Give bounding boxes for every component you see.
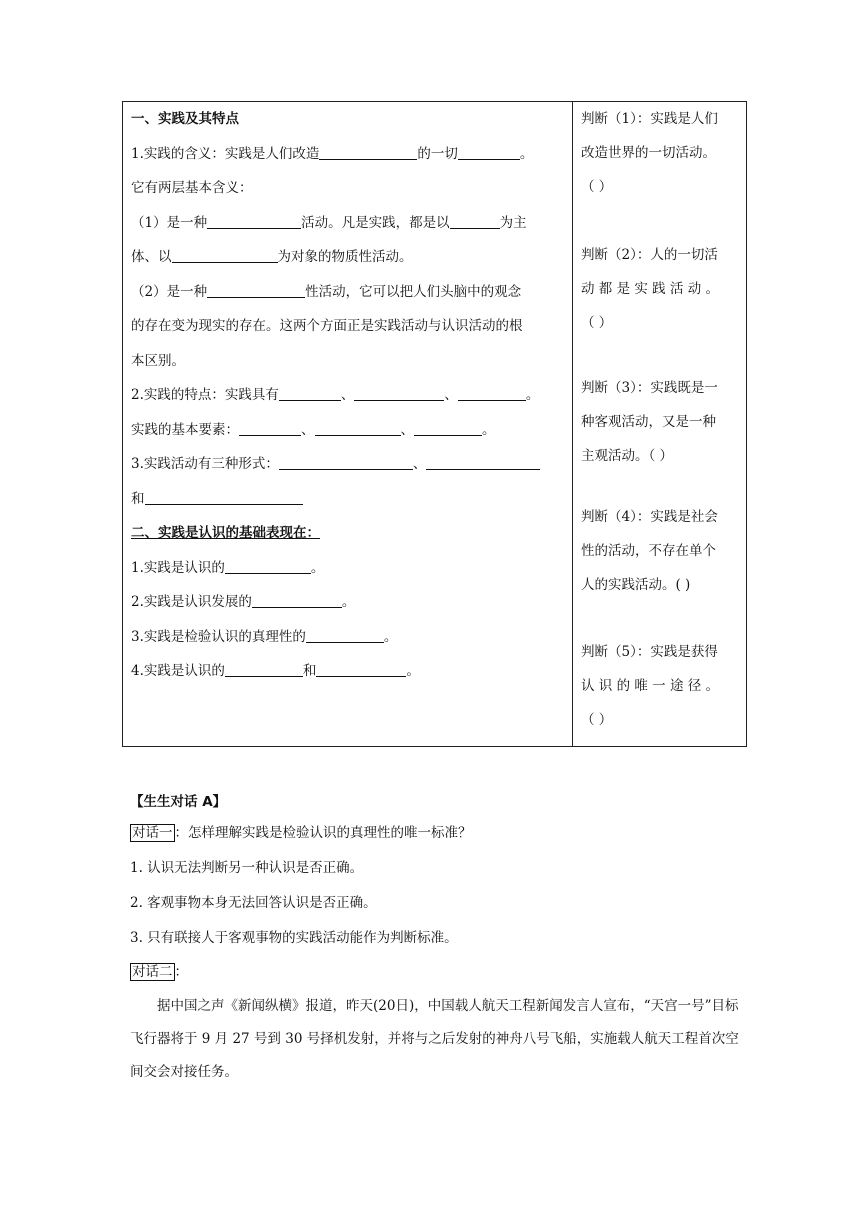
line-11: 和 — [123, 482, 572, 517]
blank-field[interactable] — [225, 661, 303, 677]
section1-title: 一、实践及其特点 — [131, 111, 239, 127]
blank-field[interactable] — [239, 420, 301, 436]
judgement-4-answer[interactable]: 人的实践活动。( ) — [581, 577, 691, 593]
blank-field[interactable] — [279, 385, 341, 401]
blank-field[interactable] — [354, 385, 444, 401]
blank-field[interactable] — [414, 420, 482, 436]
dialogue-item-3: 3. 只有联接人于客观事物的实践活动能作为判断标准。 — [130, 930, 458, 946]
line-13: 2.实践是认识发展的 。 — [131, 594, 356, 610]
judgement-1-line2: 改造世界的一切活动。 — [581, 145, 716, 161]
blank-field[interactable] — [458, 144, 520, 160]
dialogue-1-label: 对话一 — [132, 825, 173, 841]
news-paragraph: 据中国之声《新闻纵横》报道，昨天(20日)，中国载人航天工程新闻发言人宣布，“天宫一号”目标飞行器将于 9 月 27 号到 30 号择机发射，并将与之后发射的神舟八号飞船，实施载人航天工程首次空间交会对接任务。 — [130, 998, 739, 1080]
line-12: 1.实践是认识的 。 — [131, 559, 325, 576]
judgement-4-line1: 判断（4）：实践是社会 — [581, 509, 718, 525]
section2-title: 二、实践是认识的基础表现在： — [131, 525, 320, 541]
blank-field[interactable] — [172, 247, 278, 263]
line-9: 实践的基本要素： 、 、 。 — [131, 421, 496, 438]
knowledge-cell — [123, 102, 573, 747]
judgement-2-answer[interactable]: （ ） — [581, 315, 613, 331]
line-8: 2.实践的特点：实践具有 、 、 。 — [131, 387, 540, 403]
line-6: 的存在变为现实的存在。这两个方面正是实践活动与认识活动的根 — [131, 318, 523, 334]
judgement-3-line2: 种客观活动，又是一种 — [581, 414, 716, 430]
line-7: 本区别。 — [131, 352, 185, 369]
blank-field[interactable] — [306, 627, 384, 643]
judgement-4-line2: 性的活动，不存在单个 — [581, 543, 716, 559]
blank-field[interactable] — [315, 420, 401, 436]
blank-field[interactable] — [458, 385, 526, 401]
line-1: 1.实践的含义：实践是人们改造 的一切 。 — [131, 145, 534, 162]
line-15: 4.实践是认识的 和 。 — [131, 663, 420, 679]
blank-field[interactable] — [207, 213, 301, 229]
blank-field[interactable] — [426, 454, 540, 470]
dialogue-2-question: 对话二 ： — [132, 964, 188, 980]
blank-field[interactable] — [225, 558, 311, 574]
blank-field[interactable] — [207, 282, 305, 298]
line-10: 3.实践活动有三种形式： 、 — [123, 447, 572, 482]
blank-field[interactable] — [252, 592, 342, 608]
judgement-cell — [573, 102, 747, 747]
judgement-5-line2: 认 识 的 唯 一 途 径 。 — [581, 678, 720, 694]
judgement-1-line1: 判断（1）：实践是人们 — [581, 111, 718, 127]
blank-field[interactable] — [316, 661, 406, 677]
line-3: （1）是一种 活动。凡是实践，都是以 为主 — [131, 214, 527, 231]
dialogue-item-2: 2. 客观事物本身无法回答认识是否正确。 — [130, 895, 377, 911]
dialogue-1-question: 对话一 ：怎样理解实践是检验认识的真理性的唯一标准？ — [132, 825, 472, 841]
blank-field[interactable] — [145, 489, 303, 505]
dialogue-heading: 【生生对话 A】 — [130, 794, 227, 810]
blank-field[interactable] — [279, 454, 413, 470]
judgement-3-answer[interactable]: 主观活动。（ ） — [581, 448, 674, 464]
judgement-5-answer[interactable]: （ ） — [581, 712, 613, 728]
blank-field[interactable] — [319, 144, 417, 160]
judgement-3-line1: 判断（3）：实践既是一 — [581, 380, 718, 396]
line-5: （2）是一种 性活动，它可以把人们头脑中的观念 — [131, 283, 522, 300]
judgement-2-line1: 判断（2）：人的一切活 — [581, 247, 718, 263]
line-2: 它有两层基本含义： — [131, 180, 253, 196]
dialogue-item-1: 1. 认识无法判断另一种认识是否正确。 — [130, 860, 364, 876]
judgement-5-line1: 判断（5）：实践是获得 — [581, 644, 718, 660]
dialogue-2-label: 对话二 — [132, 964, 173, 980]
line-4: 体、以 为对象的物质性活动。 — [131, 249, 413, 265]
judgement-1-answer[interactable]: （ ） — [581, 179, 613, 195]
blank-field[interactable] — [450, 213, 500, 229]
line-14: 3.实践是检验认识的真理性的 。 — [131, 628, 398, 645]
study-table — [122, 101, 747, 747]
judgement-2-line2: 动 都 是 实 践 活 动 。 — [581, 281, 720, 297]
